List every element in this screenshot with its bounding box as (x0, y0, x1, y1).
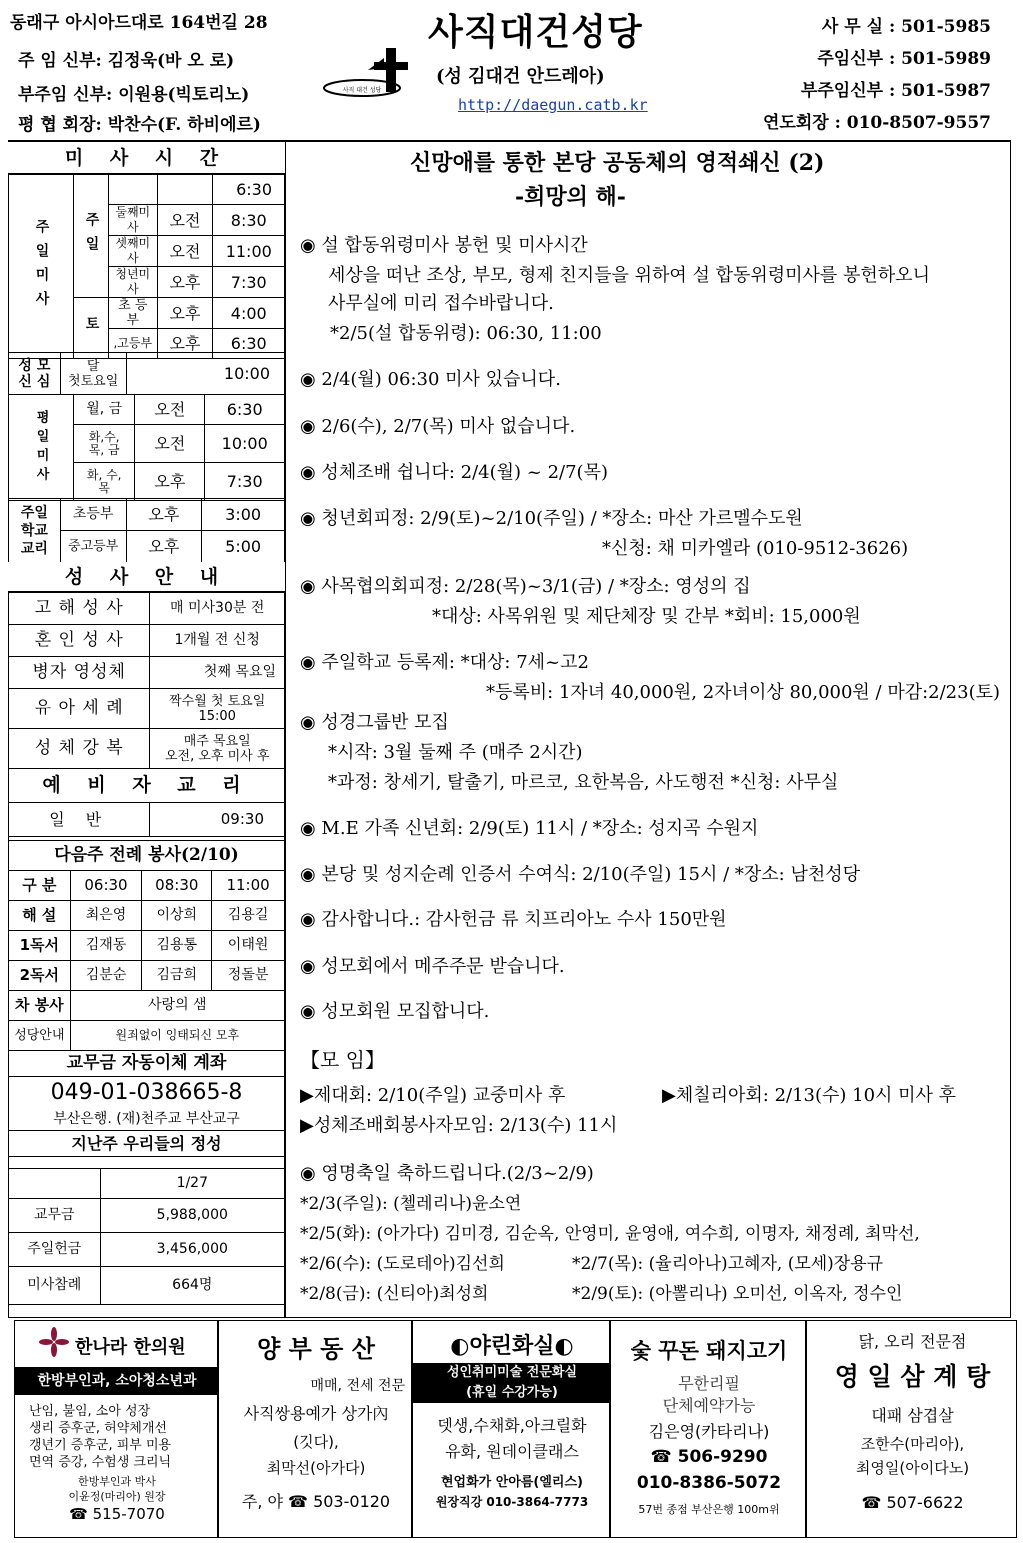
weekday-time: 7:30 (205, 463, 285, 501)
ad5-line: 대패 삼겹살 (871, 1406, 954, 1425)
offering-label: 미사참례 (9, 1267, 101, 1305)
guide-value: 원죄없이 잉태되신 모후 (70, 1021, 284, 1051)
mass-name: 둘째미사 (109, 205, 158, 236)
mass-period: 오전 (157, 236, 213, 267)
liturgy-duty-table (8, 840, 285, 1157)
mass-name: 청년미사 (109, 267, 158, 298)
ad4-name: 숯 꾸돈 돼지고기 (630, 1338, 788, 1363)
mass-period (157, 175, 213, 205)
ad2-tel: 주, 야 ☎ 503-0120 (241, 1492, 391, 1511)
offering-value: 3,456,000 (100, 1233, 284, 1267)
sacrament-info: 짝수월 첫 토요일 15:00 (150, 689, 285, 729)
school-period: 오후 (126, 531, 202, 563)
mass-time: 11:00 (213, 236, 285, 267)
feast-item: *2/5(화): (아가다) 김미경, 김순옥, 안영미, 윤영애, 여수희, 이명자, 채정례, 최막선, (300, 1224, 920, 1244)
duty-header: 08:30 (142, 871, 212, 901)
sunday-mass-table (8, 174, 285, 359)
feast-item: *2/8(금): (신티아)최성희 (300, 1284, 489, 1304)
offering-table (8, 1168, 285, 1305)
duty-role: 해 설 (9, 901, 71, 931)
weekday-time: 6:30 (205, 395, 285, 425)
feast-item: *2/3(주일): (첼레리나)윤소연 (300, 1194, 522, 1214)
ad-pork (610, 1320, 806, 1538)
mass-time-title: 미 사 시 간 (8, 142, 285, 174)
school-time: 3:00 (202, 499, 285, 531)
duty-title: 다음주 전례 봉사(2/10) (9, 841, 285, 871)
weekday-day: 화,수, 목, 금 (74, 425, 135, 463)
sacrament-name: 혼 인 성 사 (9, 625, 150, 657)
ad1-band: 한방부인과, 소아청소년과 (15, 1367, 218, 1395)
ad4-line: 김은영(카타리나) (648, 1422, 770, 1441)
sacrament-info: 매주 목요일 오전, 오후 미사 후 (150, 729, 285, 769)
duty-person: 최은영 (70, 901, 142, 931)
ad1-line: 면역 증강, 수험생 크리닉 (29, 1455, 172, 1470)
offering-date: 1/27 (100, 1169, 284, 1199)
pastor-name: 주 임 신부: 김정욱(바 오 로) (18, 51, 235, 71)
offering-title: 지난주 우리들의 정성 (9, 1131, 285, 1157)
notice-item: ◉ 설 합동위령미사 봉헌 및 미사시간 (300, 235, 588, 256)
sacrament-info: 1개월 전 신청 (150, 625, 285, 657)
mass-name (109, 175, 158, 205)
notice-item: *2/5(설 합동위령): 06:30, 11:00 (330, 323, 602, 344)
notice-item: 세상을 떠난 조상, 부모, 형제 친지들을 위하여 설 합동위령미사를 봉헌하오니 (328, 265, 930, 286)
ad3-line: 뎃생,수채화,아크릴화 (437, 1416, 587, 1435)
mass-period: 오전 (157, 205, 213, 236)
mass-time: 8:30 (213, 205, 285, 236)
mass-name: ,고등부 (109, 329, 158, 359)
feast-item: *2/6(수): (도로테아)김선희 (300, 1254, 505, 1274)
mother-devotion-day: 달 첫토요일 (60, 353, 126, 395)
weekday-period: 오전 (135, 395, 205, 425)
ad2-line: (깃다), (293, 1433, 339, 1451)
duty-person: 김재동 (70, 931, 142, 961)
notice-item: *과정: 창세기, 탈출기, 마르코, 요한복음, 사도행전 *신청: 사무실 (328, 772, 839, 793)
ad5-top: 닭, 오리 전문점 (858, 1332, 967, 1351)
sacrament-name: 고 해 성 사 (9, 593, 150, 625)
page-title: 사직대건성당 (428, 12, 643, 53)
mass-time: 6:30 (213, 175, 285, 205)
duty-role: 1독서 (9, 931, 71, 961)
notice-item: ◉ 감사합니다.: 감사헌금 류 치프리아노 수사 150만원 (300, 909, 727, 930)
ad1-line: 생리 증후군, 허약체개선 (29, 1421, 167, 1436)
ad1-name: 한나라 한의원 (75, 1337, 186, 1358)
account-bank: 부산은행. (재)천주교 부산교구 (9, 1109, 285, 1131)
ad4-location: 57번 종점 부산은행 100m위 (638, 1503, 780, 1516)
duty-header: 06:30 (70, 871, 142, 901)
ad3-band: (휴일 수강가능) (413, 1383, 610, 1403)
catechumen-title: 예 비 자 교 리 (9, 769, 285, 803)
ad4-line: 단체예약가능 (662, 1396, 756, 1415)
sunday-mass-label: 주일미사 (9, 175, 74, 359)
saturday-label: 토 (74, 298, 109, 359)
mass-time: 7:30 (213, 267, 285, 298)
notice-item: ◉ 사목협의회피정: 2/28(목)~3/1(금) / *장소: 영성의 집 (300, 576, 751, 597)
duty-person: 김금희 (142, 961, 212, 991)
duty-header: 11:00 (212, 871, 285, 901)
school-period: 오후 (126, 499, 202, 531)
notice-item: ◉ 성체조배 쉽니다: 2/4(월) ~ 2/7(목) (300, 462, 608, 483)
ad4-mobile: 010-8386-5072 (636, 1473, 782, 1493)
meeting-item: ▶성체조배회봉사자모임: 2/13(수) 11시 (300, 1115, 618, 1136)
ad2-line: 최막선(아가다) (266, 1459, 366, 1477)
weekday-time: 10:00 (205, 425, 285, 463)
offering-label: 교무금 (9, 1199, 101, 1233)
ad5-line: 조한수(마리아), (860, 1435, 965, 1453)
notice-item: ◉ 청년회피정: 2/9(토)~2/10(주일) / *장소: 마산 가르멜수도원 (300, 508, 803, 529)
notice-item: *등록비: 1자녀 40,000원, 2자녀이상 80,000원 / 마감:2/23(토) (486, 682, 1001, 703)
notice-item: *시작: 3월 둘째 주 (매주 2시간) (328, 742, 583, 763)
logo-text: 사직 대건 성당 (342, 87, 382, 94)
guide-label: 성당안내 (9, 1021, 71, 1051)
feast-title: ◉ 영명축일 축하드립니다.(2/3~2/9) (300, 1163, 594, 1184)
catechumen-time: 09:30 (150, 803, 285, 837)
sacrament-table (8, 592, 285, 837)
weekday-period: 오후 (135, 463, 205, 501)
ad5-name: 영 일 삼 계 탕 (834, 1362, 991, 1391)
weekday-day: 월, 금 (74, 395, 135, 425)
mass-period: 오후 (157, 298, 213, 329)
sacrament-title: 성 사 안 내 (8, 562, 285, 592)
notice-item: *신청: 채 미카엘라 (010-9512-3626) (602, 538, 909, 559)
sacrament-info: 첫째 목요일 (150, 657, 285, 689)
weekday-period: 오전 (135, 425, 205, 463)
ad-art-studio (412, 1320, 610, 1538)
ad2-line: 매매, 전세 전문 (310, 1378, 405, 1394)
ad5-line: 최영일(아이다노) (855, 1459, 970, 1477)
notice-item: ◉ M.E 가족 신년회: 2/9(토) 11시 / *장소: 성지곡 수원지 (300, 818, 759, 839)
ad5-tel: ☎ 507-6622 (861, 1493, 964, 1512)
ad4-line: 무한리필 (678, 1374, 740, 1393)
main-title: 신망애를 통한 본당 공동체의 영적쇄신 (2) (410, 150, 825, 176)
feast-item: *2/9(토): (아뽈리나) 오미선, 이옥자, 정수인 (572, 1284, 903, 1304)
church-logo-icon (322, 40, 422, 102)
duty-person: 김분순 (70, 961, 142, 991)
account-title: 교무금 자동이체 계좌 (9, 1051, 285, 1077)
notice-item: ◉ 본당 및 성지순례 인증서 수여식: 2/10(주일) 15시 / *장소: 남천성당 (300, 864, 861, 885)
meeting-item: ▶제대회: 2/10(주일) 교중미사 후 (300, 1085, 566, 1106)
ad1-doctor-title: 한방부인과 박사 (78, 1475, 156, 1488)
ad-realestate (218, 1320, 412, 1538)
sacrament-info: 매 미사30분 전 (150, 593, 285, 625)
sunday-school-label: 주일 학교 교리 (9, 499, 61, 563)
flower-icon (39, 1327, 69, 1357)
duty-person: 김용길 (212, 901, 285, 931)
notice-item: ◉ 성모회원 모집합니다. (300, 1001, 490, 1022)
ad1-line: 난임, 불임, 소아 성장 (29, 1404, 151, 1419)
main-subtitle: -희망의 해- (515, 184, 626, 210)
mass-time: 4:00 (213, 298, 285, 329)
youth-tel: 연도회장 : 010-8507-9557 (762, 113, 991, 133)
ad3-band: 성인취미미술 전문화실 (413, 1363, 610, 1383)
ad-hanuiwon (14, 1320, 218, 1538)
sacrament-name: 병자 영성체 (9, 657, 150, 689)
sunday-school-table (8, 498, 285, 563)
ad1-tel: ☎ 515-7070 (69, 1505, 165, 1523)
tea-label: 차 봉사 (9, 991, 71, 1021)
duty-person: 정돌분 (212, 961, 285, 991)
mother-devotion-table (8, 352, 285, 395)
weekday-mass-table (8, 394, 285, 501)
mother-devotion-label: 성 모 신 심 (9, 353, 61, 395)
ad3-name: ◐야린화실◐ (450, 1333, 574, 1359)
header (0, 0, 1011, 140)
mass-name: 셋째미사 (109, 236, 158, 267)
notice-item: *대상: 사목위원 및 제단체장 및 간부 *회비: 15,000원 (432, 606, 861, 627)
mass-time: 6:30 (213, 329, 285, 359)
notice-item: 사무실에 미리 접수바랍니다. (328, 293, 554, 314)
school-grade: 중고등부 (60, 531, 126, 563)
sunday-label: 주일 (74, 175, 109, 298)
mass-period: 오후 (157, 267, 213, 298)
notice-item: ◉ 2/4(월) 06:30 미사 있습니다. (300, 369, 561, 390)
council-name: 평 협 회장: 박찬수(F. 하비에르) (18, 115, 261, 135)
assistant-tel: 부주임신부 : 501-5987 (800, 81, 991, 101)
account-number: 049-01-038665-8 (9, 1077, 285, 1109)
sacrament-name: 성 체 강 복 (9, 729, 150, 769)
school-time: 5:00 (202, 531, 285, 563)
assistant-name: 부주임 신부: 이원용(빅토리노) (18, 85, 250, 105)
duty-person: 이태원 (212, 931, 285, 961)
meeting-title: 【모 임】 (300, 1048, 385, 1072)
weekday-mass-label: 평일미사 (9, 395, 74, 501)
website-link[interactable]: http://daegun.catb.kr (458, 96, 648, 114)
offering-label: 주일헌금 (9, 1233, 101, 1267)
meeting-item: ▶체칠리아회: 2/13(수) 10시 미사 후 (662, 1085, 957, 1106)
duty-person: 이상희 (142, 901, 212, 931)
notice-item: ◉ 성모회에서 메주주문 받습니다. (300, 956, 565, 977)
mass-name: 초 등 부 (109, 298, 158, 329)
sacrament-name: 유 아 세 례 (9, 689, 150, 729)
duty-header: 구 분 (9, 871, 71, 901)
pastor-tel: 주임신부 : 501-5989 (817, 49, 991, 69)
ad3-line: 유화, 원데이클래스 (445, 1442, 579, 1461)
mother-devotion-time: 10:00 (126, 353, 284, 395)
notice-item: ◉ 주일학교 등록제: *대상: 7세~고2 (300, 652, 589, 673)
tea-value: 사랑의 샘 (70, 991, 284, 1021)
ad2-line: 사직쌍용예가 상가內 (243, 1404, 389, 1423)
feast-item: *2/7(목): (율리아나)고혜자, (모세)장용규 (572, 1254, 884, 1274)
weekday-day: 화, 수, 목 (74, 463, 135, 501)
notice-item: ◉ 성경그룹반 모집 (300, 712, 449, 733)
offering-value: 5,988,000 (100, 1199, 284, 1233)
offering-value: 664명 (100, 1267, 284, 1305)
notice-item: ◉ 2/6(수), 2/7(목) 미사 없습니다. (300, 416, 576, 437)
school-grade: 초등부 (60, 499, 126, 531)
ad4-tel: ☎ 506-9290 (650, 1447, 768, 1467)
duty-role: 2독서 (9, 961, 71, 991)
duty-person: 김용통 (142, 931, 212, 961)
ad2-name: 양 부 동 산 (257, 1334, 375, 1363)
mass-period: 오후 (157, 329, 213, 359)
address: 동래구 아시아드대로 164번길 28 (10, 13, 268, 33)
catechumen-name: 일 반 (9, 803, 150, 837)
ad1-doctor-name: 이윤정(마리아) 원장 (68, 1490, 166, 1503)
ad3-tel: 원장직강 010-3864-7773 (435, 1495, 589, 1509)
ad1-line: 갱년기 증후군, 피부 미용 (29, 1438, 172, 1453)
office-tel: 사 무 실 : 501-5985 (821, 17, 991, 37)
ad3-line: 현업화가 안아름(엘리스) (441, 1475, 583, 1490)
ad-samgyetang (806, 1320, 1017, 1538)
page-subtitle: (성 김대건 안드레아) (436, 66, 605, 87)
